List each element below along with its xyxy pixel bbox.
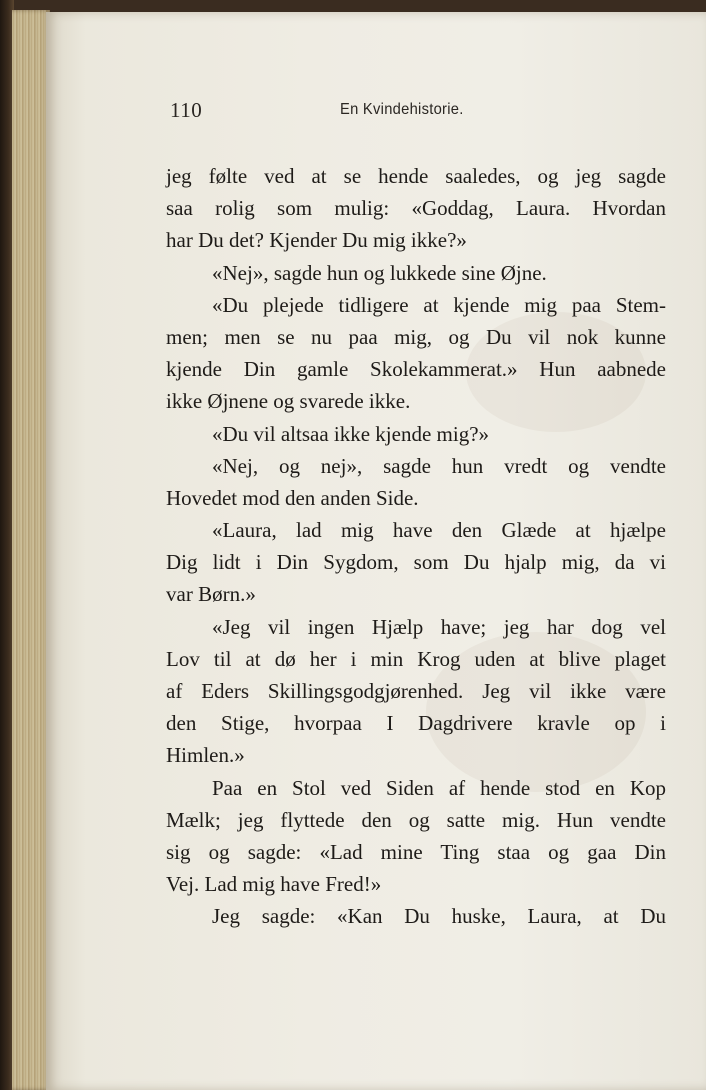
text-line: Hovedet mod den anden Side. — [166, 485, 419, 510]
text-line: «Laura, lad mig have den Glæde at hjælpe — [212, 518, 666, 543]
text-line: den Stige, hvorpaa I Dagdrivere kravle op i — [166, 711, 666, 736]
running-title: En Kvindehistorie. — [340, 101, 464, 118]
text-line: Vej. Lad mig have Fred!» — [166, 872, 382, 897]
text-line: jeg følte ved at se hende saaledes, og jeg sagde — [166, 164, 666, 188]
text-line: «Du plejede tidligere at kjende mig paa Stem- — [212, 292, 666, 317]
text-line: Dig lidt i Din Sygdom, som Du hjalp mig, da vi — [166, 550, 666, 575]
text-line: Himlen.» — [166, 743, 245, 768]
text-line: har Du det? Kjender Du mig ikke?» — [166, 228, 467, 253]
body-text — [166, 160, 666, 933]
text-line: «Nej, og nej», sagde hun vredt og vendte — [212, 453, 666, 478]
text-line: men; men se nu paa mig, og Du vil nok kunne — [166, 324, 666, 349]
page-number: 110 — [170, 98, 203, 122]
text-line: af Eders Skillingsgodgjørenhed. Jeg vil ikke være — [166, 679, 666, 703]
text-line: Paa en Stol ved Siden af hende stod en Kop — [212, 775, 666, 800]
text-line: «Nej», sagde hun og lukkede sine Øjne. — [212, 260, 547, 285]
text-line: sig og sagde: «Lad mine Ting staa og gaa Din — [166, 839, 666, 864]
running-head — [46, 98, 706, 128]
text-line: Lov til at dø her i min Krog uden at blive plaget — [166, 646, 666, 671]
text-line: ikke Øjnene og svarede ikke. — [166, 389, 411, 414]
text-line: «Jeg vil ingen Hjælp have; jeg har dog vel — [212, 614, 666, 639]
text-line: «Du vil altsaa ikke kjende mig?» — [212, 421, 490, 446]
book-page — [46, 12, 706, 1090]
page-edges — [12, 10, 50, 1090]
text-line: Mælk; jeg flyttede den og satte mig. Hun vendte — [166, 807, 666, 832]
text-line: kjende Din gamle Skolekammerat.» Hun aabnede — [166, 357, 666, 382]
text-line: var Børn.» — [166, 582, 256, 607]
text-line: Jeg sagde: «Kan Du huske, Laura, at Du — [212, 904, 666, 929]
text-line: saa rolig som mulig: «Goddag, Laura. Hvordan — [166, 196, 666, 221]
